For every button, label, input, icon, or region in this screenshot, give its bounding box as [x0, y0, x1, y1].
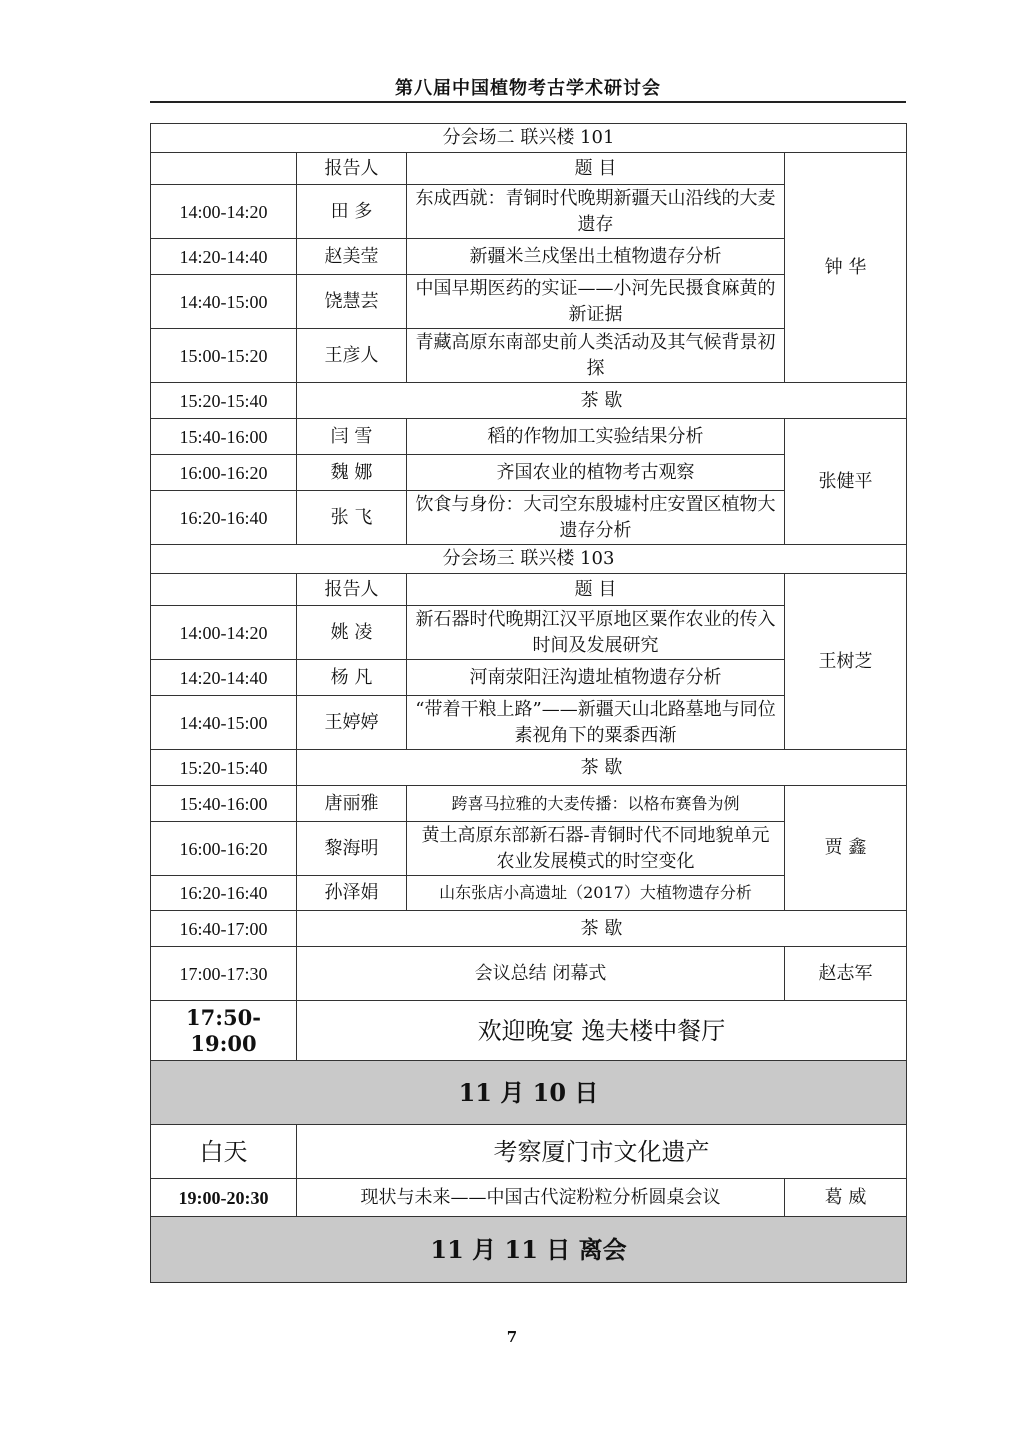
daytime-row [151, 1125, 907, 1179]
time-cell: 16:00-16:20 [151, 822, 297, 876]
talk-title-cell: 河南荥阳汪沟遗址植物遗存分析 [407, 660, 785, 696]
roundtable-title: 现状与未来——中国古代淀粉粒分析圆桌会议 [297, 1179, 785, 1217]
session2-chair1: 钟 华 [785, 153, 907, 383]
page-header-title: 第八届中国植物考古学术研讨会 [395, 78, 661, 99]
time-cell: 16:20-16:40 [151, 491, 297, 545]
time-cell: 16:20-16:40 [151, 876, 297, 911]
speaker-cell: 饶慧芸 [297, 275, 407, 329]
blank-cell [151, 574, 297, 606]
talk-title-cell: 黄土高原东部新石器-青铜时代不同地貌单元农业发展模式的时空变化 [407, 822, 785, 876]
speaker-cell: 张 飞 [297, 491, 407, 545]
excursion-title: 考察厦门市文化遗产 [297, 1125, 907, 1179]
speaker-cell: 杨 凡 [297, 660, 407, 696]
time-cell: 17:00-17:30 [151, 947, 297, 1001]
session2-chair2: 张健平 [785, 419, 907, 545]
time-cell: 15:00-15:20 [151, 329, 297, 383]
session2-title: 分会场二 联兴楼 101 [151, 124, 907, 153]
time-cell: 14:00-14:20 [151, 185, 297, 239]
talk-title-cell: 新石器时代晚期江汉平原地区粟作农业的传入时间及发展研究 [407, 606, 785, 660]
talk-title-cell: 饮食与身份：大司空东殷墟村庄安置区植物大遗存分析 [407, 491, 785, 545]
header-divider [150, 101, 906, 103]
talk-title-cell: 东成西就：青铜时代晚期新疆天山沿线的大麦遗存 [407, 185, 785, 239]
table-row [151, 419, 907, 455]
reporter-header: 报告人 [297, 153, 407, 185]
reporter-header: 报告人 [297, 574, 407, 606]
day-11-label: 11 月 11 日 离会 [151, 1217, 907, 1283]
time-cell: 15:20-15:40 [151, 383, 297, 419]
time-cell: 14:40-15:00 [151, 275, 297, 329]
speaker-cell: 赵美莹 [297, 239, 407, 275]
speaker-cell: 王彦人 [297, 329, 407, 383]
speaker-cell: 王婷婷 [297, 696, 407, 750]
time-cell: 15:40-16:00 [151, 786, 297, 822]
time-cell: 15:20-15:40 [151, 750, 297, 786]
topic-header: 题 目 [407, 574, 785, 606]
schedule-table [150, 123, 907, 1283]
speaker-cell: 田 多 [297, 185, 407, 239]
session3-chair2: 贾 鑫 [785, 786, 907, 911]
talk-title-cell: 跨喜马拉雅的大麦传播：以格布赛鲁为例 [407, 786, 785, 822]
tea-break-label: 茶 歇 [297, 383, 907, 419]
talk-title-cell: 青藏高原东南部史前人类活动及其气候背景初探 [407, 329, 785, 383]
session3-chair1: 王树芝 [785, 574, 907, 750]
topic-header: 题 目 [407, 153, 785, 185]
speaker-cell: 闫 雪 [297, 419, 407, 455]
day-row [151, 1061, 907, 1125]
speaker-cell: 孙泽娟 [297, 876, 407, 911]
time-cell: 白天 [151, 1125, 297, 1179]
time-cell: 14:20-14:40 [151, 660, 297, 696]
table-row [151, 786, 907, 822]
tea-break-row [151, 750, 907, 786]
closing-title: 会议总结 闭幕式 [297, 947, 785, 1001]
talk-title-cell: 新疆米兰戍堡出土植物遗存分析 [407, 239, 785, 275]
roundtable-chair: 葛 威 [785, 1179, 907, 1217]
tea-break-row [151, 911, 907, 947]
time-cell: 14:20-14:40 [151, 239, 297, 275]
talk-title-cell: 中国早期医药的实证——小河先民摄食麻黄的新证据 [407, 275, 785, 329]
time-cell: 14:40-15:00 [151, 696, 297, 750]
time-cell: 14:00-14:20 [151, 606, 297, 660]
time-cell: 16:40-17:00 [151, 911, 297, 947]
talk-title-cell: “带着干粮上路”——新疆天山北路墓地与同位素视角下的粟黍西渐 [407, 696, 785, 750]
blank-cell [151, 153, 297, 185]
day-row [151, 1217, 907, 1283]
talk-title-cell: 齐国农业的植物考古观察 [407, 455, 785, 491]
banquet-title: 欢迎晚宴 逸夫楼中餐厅 [297, 1001, 907, 1061]
talk-title-cell: 稻的作物加工实验结果分析 [407, 419, 785, 455]
tea-break-label: 茶 歇 [297, 911, 907, 947]
day-10-label: 11 月 10 日 [151, 1061, 907, 1125]
session3-title: 分会场三 联兴楼 103 [151, 545, 907, 574]
roundtable-row [151, 1179, 907, 1217]
time-cell: 16:00-16:20 [151, 455, 297, 491]
talk-title-cell: 山东张店小高遗址（2017）大植物遗存分析 [407, 876, 785, 911]
tea-break-row [151, 383, 907, 419]
tea-break-label: 茶 歇 [297, 750, 907, 786]
speaker-cell: 姚 凌 [297, 606, 407, 660]
time-cell: 19:00-20:30 [151, 1179, 297, 1217]
time-cell: 17:50-19:00 [151, 1001, 297, 1061]
closing-row [151, 947, 907, 1001]
page-number: 7 [506, 1328, 518, 1346]
speaker-cell: 唐丽雅 [297, 786, 407, 822]
speaker-cell: 魏 娜 [297, 455, 407, 491]
banquet-row [151, 1001, 907, 1061]
speaker-cell: 黎海明 [297, 822, 407, 876]
closing-chair: 赵志军 [785, 947, 907, 1001]
time-cell: 15:40-16:00 [151, 419, 297, 455]
